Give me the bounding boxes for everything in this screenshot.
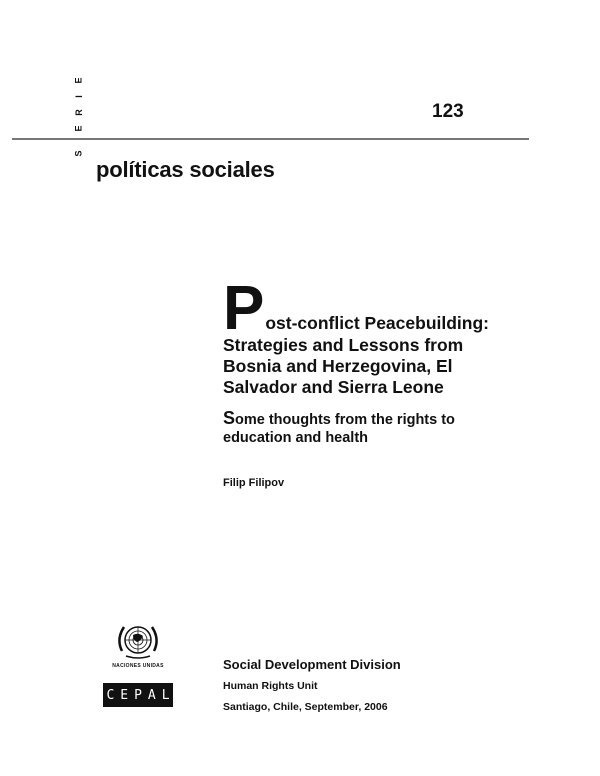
un-emblem-icon (114, 621, 162, 661)
serie-letter: R (73, 109, 84, 116)
unit-name: Human Rights Unit (223, 680, 318, 692)
series-name: políticas sociales (96, 157, 275, 182)
serie-letter: S (73, 150, 84, 157)
un-label: NACIONES UNIDAS (112, 663, 164, 669)
title-line-1: ost-conflict Peacebuilding: (265, 313, 489, 333)
serie-letter: E (73, 125, 84, 132)
division-name: Social Development Division (223, 657, 401, 672)
subtitle-initial: S (223, 408, 236, 428)
title-drop-cap: P (223, 274, 265, 343)
series-number: 123 (432, 101, 464, 122)
document-title (223, 274, 523, 398)
serie-letter: E (73, 77, 84, 84)
document-subtitle (223, 409, 523, 447)
place-date: Santiago, Chile, September, 2006 (223, 701, 388, 713)
cepal-logo: CEPAL (103, 683, 173, 707)
subtitle-rest: ome thoughts from the rights to education and health (223, 412, 455, 446)
title-rest: Strategies and Lessons from Bosnia and Herzegovina, El Salvador and Sierra Leone (223, 335, 464, 397)
serie-letter: I (73, 95, 84, 98)
author-name: Filip Filipov (223, 477, 285, 489)
serie-vertical-label (72, 76, 86, 158)
header-divider (12, 138, 529, 140)
